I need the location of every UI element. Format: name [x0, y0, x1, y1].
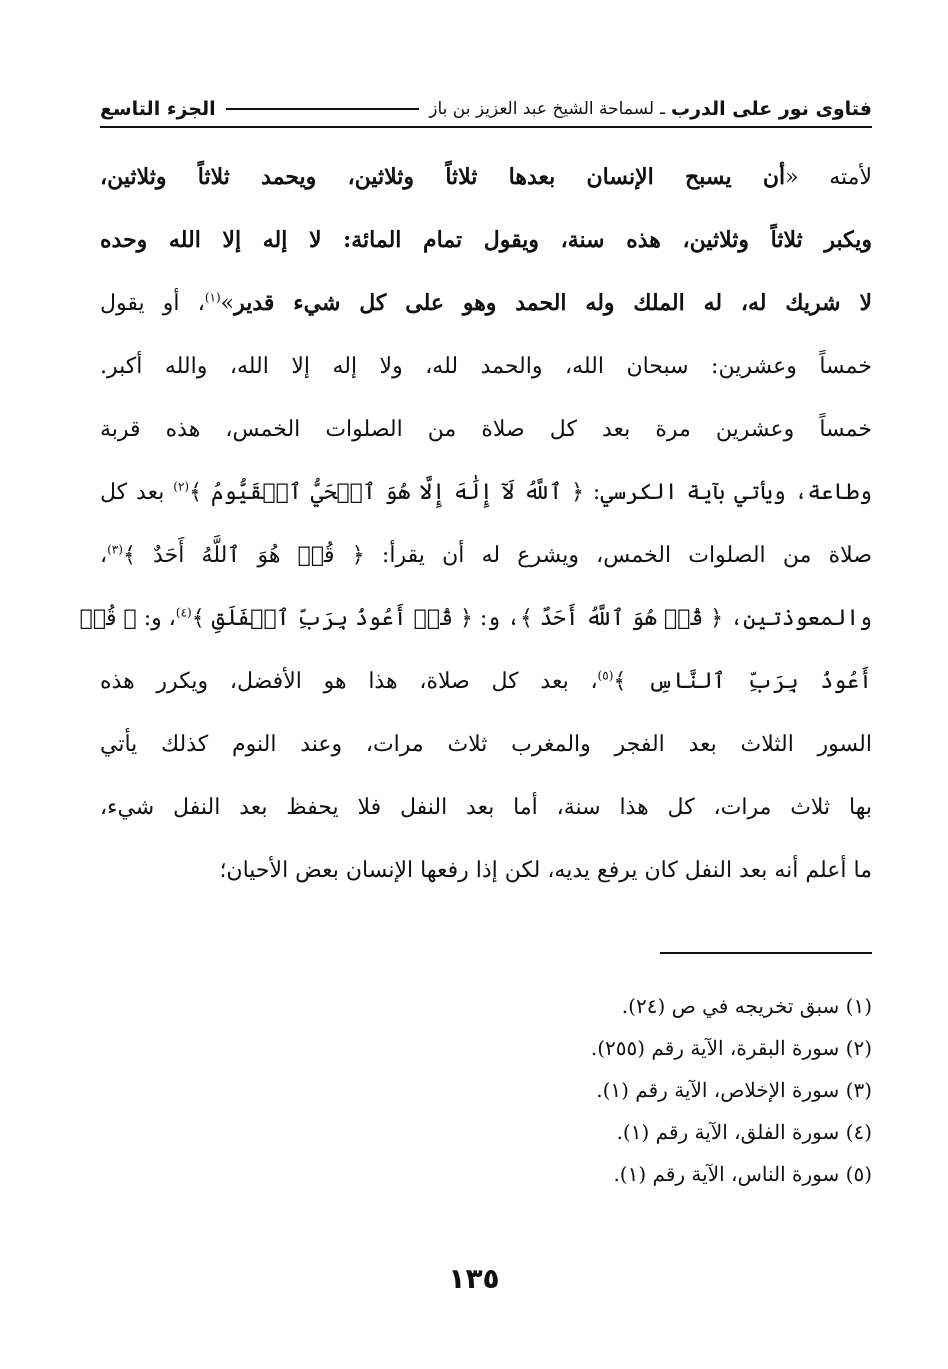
- footnote-ref: (٤): [175, 605, 192, 620]
- hadith-text: أن يسبح الإنسان بعدها ثلاثاً وثلاثين، ويحمد ثلاثاً وثلاثين،: [100, 164, 786, 190]
- body-text-segment: أَعُوذُ بِرَبِّ ٱلنَّاسِ ﴾: [613, 669, 872, 694]
- body-text-segment: بعد كل: [100, 480, 174, 505]
- header-volume: الجزء التاسع: [100, 98, 216, 120]
- body-line: [100, 650, 872, 713]
- body-line: [100, 209, 872, 272]
- footnote-ref: (٢): [173, 479, 190, 494]
- hadith-text: ويكبر ثلاثاً وثلاثين، هذه سنة، ويقول تمام المائة: لا إله إلا الله وحده: [100, 227, 872, 253]
- body-text-segment: لأمته «: [785, 165, 872, 190]
- body-line: [79, 587, 872, 650]
- footnote: (١) سبق تخريجه في ص (٢٤).: [621, 994, 872, 1018]
- body-text: [79, 146, 873, 902]
- page-number: ١٣٥: [448, 1262, 500, 1295]
- footnote: (٢) سورة البقرة، الآية رقم (٢٥٥).: [590, 1036, 872, 1060]
- body-text-segment: ، و: ﴿ قُلۡ: [79, 606, 176, 631]
- body-text-segment: خمساً وعشرين مرة بعد كل صلاة من الصلوات الخمس، هذه قربة: [100, 417, 872, 442]
- body-text-segment: »: [220, 291, 235, 316]
- body-text-segment: والمعوذتين، ﴿ قُلۡ هُوَ ٱللَّهُ أَحَدٌ ﴾، و: ﴿ قُلۡ أَعُوذُ بِرَبِّ ٱلۡفَلَقِ ﴾: [191, 606, 872, 631]
- body-line: [100, 713, 872, 776]
- body-line: [100, 146, 872, 209]
- footnote-ref: (٣): [107, 542, 123, 557]
- header-book-title: فتاوى نور على الدرب: [671, 98, 872, 120]
- header-dash: ـ: [660, 99, 665, 119]
- body-text-segment: السور الثلاث بعد الفجر والمغرب ثلاث مرات، وعند النوم كذلك يأتي: [100, 732, 872, 757]
- footnote: (٥) سورة الناس، الآية رقم (١).: [613, 1162, 872, 1186]
- body-text-segment: ، أو يقول: [100, 291, 205, 316]
- body-line: [100, 776, 872, 839]
- body-line: [100, 272, 872, 335]
- header-author: لسماحة الشيخ عبد العزيز بن باز: [429, 99, 655, 119]
- body-line: [100, 524, 872, 587]
- header-title-group: [429, 98, 872, 120]
- footnote-separator: [660, 952, 872, 954]
- footnote-ref: (٥): [597, 668, 614, 683]
- footnote: (٣) سورة الإخلاص، الآية رقم (١).: [596, 1078, 872, 1102]
- body-text-segment: ، بعد كل صلاة، هذا هو الأفضل، ويكرر هذه: [100, 669, 598, 694]
- header-rule: [226, 108, 420, 110]
- body-text-segment: ما أعلم أنه بعد النفل كان يرفع يديه، لكن إذا رفعها الإنسان بعض الأحيان؛: [219, 858, 872, 883]
- body-text-segment: بها ثلاث مرات، كل هذا سنة، أما بعد النفل فلا يحفظ بعد النفل شيء،: [100, 795, 872, 820]
- body-text-segment: صلاة من الصلوات الخمس، ويشرع له أن يقرأ: ﴿ قُلۡ هُوَ ٱللَّهُ أَحَدٌ ﴾: [122, 543, 872, 568]
- body-text-segment: خمساً وعشرين: سبحان الله، والحمد لله، ولا إله إلا الله، والله أكبر.: [100, 354, 872, 379]
- running-header: [100, 92, 872, 128]
- body-text-segment: وطاعة، ويأتي بآية الكرسي: ﴿ ٱللَّهُ لَآ إِلَٰهَ إِلَّا هُوَ ٱلۡحَيُّ ٱلۡقَيُّومُ ﴾: [189, 480, 873, 505]
- body-line: [100, 398, 872, 461]
- body-line: [100, 335, 872, 398]
- body-line: [100, 461, 872, 524]
- footnote: (٤) سورة الفلق، الآية رقم (١).: [616, 1120, 872, 1144]
- body-text-segment: ،: [100, 543, 108, 568]
- hadith-text: لا شريك له، له الملك وله الحمد وهو على كل شيء قدير: [234, 290, 872, 316]
- body-line: [100, 839, 872, 902]
- footnotes: [300, 985, 872, 1195]
- footnote-ref: (١): [204, 290, 221, 305]
